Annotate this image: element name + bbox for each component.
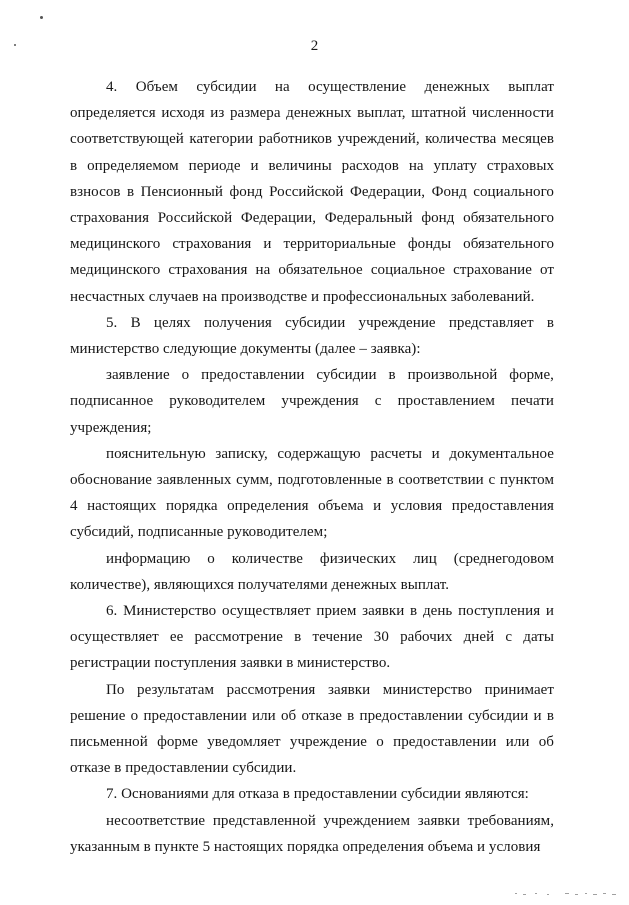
document-body [70,74,554,860]
list-item-application: заявление о предоставлении субсидии в произвольной форме, подписанное руководителем учреждения с проставлением печати учреждения; [70,367,554,436]
paragraph-5: 5. В целях получения субсидии учреждение представляет в министерство следующие документы (далее – заявка): [70,314,554,358]
paragraph-4: 4. Объем субсидии на осуществление денежных выплат определяется исходя из размера денежных выплат, штатной численности соответствующей категории работников учреждений, количества месяцев в определяемом периоде и величины расходов на уплату страховых взносов в Пенсионный фонд Российской Федерации, Фонд социального страхования Российской Федерации, Федеральный фонд обязательного медицинского страхования и территориальные фонды обязательного медицинского страхования на обязательное социальное страхование от несчастных случаев на производстве и профессиональных заболеваний. [70,79,554,305]
paragraph-decision: По результатам рассмотрения заявки министерство принимает решение о предоставлении или об отказе в предоставлении субсидии и в письменной форме уведомляет учреждение о предоставлении или об отказе в предоставлении субсидии. [70,681,554,777]
scan-speck [40,16,43,19]
list-item-recipients-info: информацию о количестве физических лиц (среднегодовом количестве), являющихся получателями денежных выплат. [70,550,554,593]
page-number: 2 [310,38,319,54]
list-item-noncompliance: несоответствие представленной учреждением заявки требованиям, указанным в пункте 5 настоящих порядка определения объема и условия [70,812,554,855]
paragraph-7: 7. Основаниями для отказа в предоставлении субсидии являются: [106,786,529,803]
list-item-explanatory-note: пояснительную записку, содержащую расчеты и документальное обоснование заявленных сумм, подготовленные в соответствии с пунктом 4 настоящих порядка определения объема и условия предоставления субсидий, подписанные руководителем; [70,445,554,541]
paragraph-6: 6. Министерство осуществляет прием заявки в день поступления и осуществляет ее рассмотрение в течение 30 рабочих дней с даты регистрации поступления заявки в министерство. [70,603,554,672]
scan-artifact [513,889,623,899]
